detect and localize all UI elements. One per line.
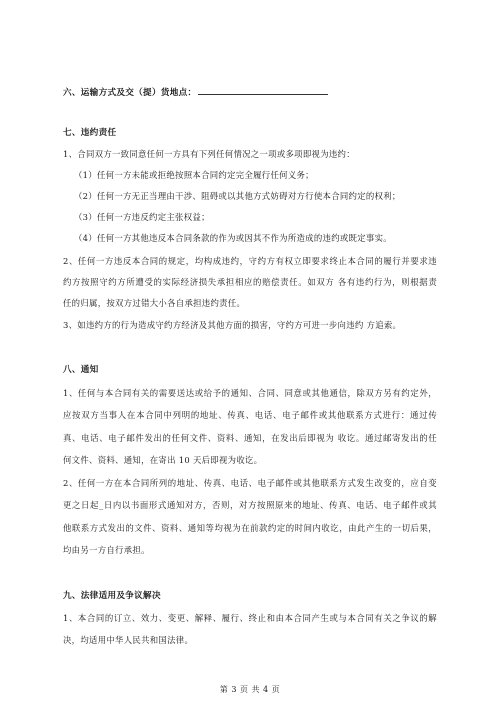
section-8-paragraph-2-line-3: 他联系方式发出的文件、资料、通知等均视为在前款约定的时间内收讫，由此产生的一切后果，: [63, 523, 437, 533]
section-7-paragraph-3: 3、如违约方的行为造成守约方经济及其他方面的损害，守约方可进一步向违约 方追索。: [63, 320, 402, 330]
section-8-paragraph-1-line-1: 1、任何与本合同有关的需要送达或给予的通知、合同、同意或其他通信，除双方另有约定外，: [63, 388, 437, 398]
section-6-heading-text: 六、运输方式及交（提）货地点：: [63, 88, 197, 98]
section-8-paragraph-1-line-2: 应按双方当事人在本合同中列明的地址、传真、电话、电子邮件或其他联系方式进行：通过传: [63, 410, 437, 420]
page-number-footer: 第 3 页 共 4 页: [219, 685, 281, 694]
section-6-heading: [63, 86, 437, 99]
section-8-paragraph-2-line-2: 更之日起_日内以书面形式通知对方，否则，对方按照原来的地址、传真、电话、电子邮件或其: [63, 500, 437, 510]
section-7-item-4: （4）任何一方其他违反本合同条款的作为或因其不作为所造成的违约或既定事实。: [74, 233, 392, 243]
section-7-paragraph-2-line-1: 2、任何一方违反本合同的规定，均构成违约，守约方有权立即要求终止本合同的履行并要求违: [63, 256, 437, 266]
section-7-paragraph-2-line-2: 约方按照守约方所遭受的实际经济损失承担相应的赔偿责任。如双方 各有违约行为，则根据责: [63, 277, 437, 287]
section-7-item-3: （3）任何一方违反约定主张权益；: [74, 212, 210, 222]
section-7-paragraph-2-line-3: 任的归属，按双方过错大小各自承担违约责任。: [63, 298, 246, 308]
delivery-location-blank: [198, 86, 328, 95]
section-8-heading: 八、通知: [63, 365, 99, 375]
section-8-paragraph-2-line-1: 2、任何一方在本合同所列的地址、传真、电话、电子邮件或其他联系方式发生改变的，应自变: [63, 478, 437, 488]
section-7-paragraph-1: 1、合同双方一致同意任何一方具有下列任何情况之一项或多项即视为违约：: [63, 149, 355, 159]
section-7-item-1: （1）任何一方未能或拒绝按照本合同约定完全履行任何义务；: [74, 170, 314, 180]
section-8-paragraph-2-line-4: 均由另一方自行承担。: [63, 545, 150, 555]
section-8-paragraph-1-line-4: 何文件、资料、通知，在寄出 10 天后即视为收讫。: [63, 455, 263, 465]
section-9-heading: 九、法律适用及争议解决: [63, 591, 161, 601]
section-9-paragraph-1-line-1: 1、本合同的订立、效力、变更、解释、履行、终止和由本合同产生或与本合同有关之争议的解: [63, 613, 437, 623]
section-7-heading: 七、违约责任: [63, 128, 117, 138]
section-8-paragraph-1-line-3: 真、电话、电子邮件发出的任何文件、资料、通知，在发出后即视为 收讫。通过邮寄发出的任: [63, 433, 437, 443]
section-7-item-2: （2）任何一方无正当理由干涉、阻碍或以其他方式妨碍对方行使本合同约定的权利；: [74, 191, 401, 201]
section-9-paragraph-1-line-2: 决，均适用中华人民共和国法律。: [63, 635, 194, 645]
